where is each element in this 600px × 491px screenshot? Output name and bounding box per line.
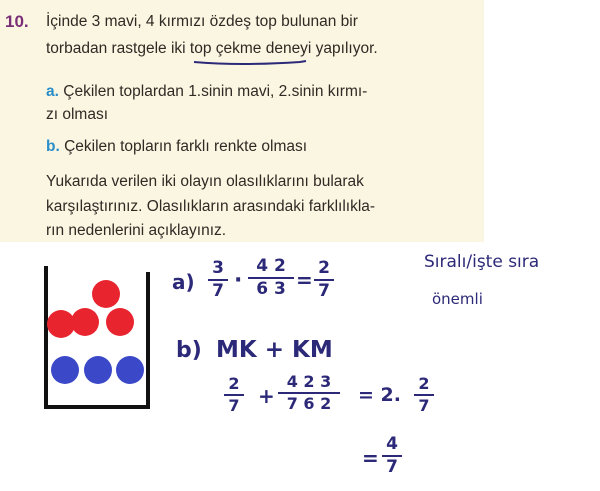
hand-b-expression: MK + KM bbox=[216, 337, 333, 363]
hand-a-equals: = bbox=[296, 268, 313, 292]
hand-b-fraction-2: 4 2 3 7 6 2 bbox=[278, 374, 340, 412]
hand-a-label: a) bbox=[172, 270, 195, 294]
hand-b-label: b) bbox=[176, 338, 202, 363]
hand-a-result: 2 7 bbox=[314, 260, 334, 300]
hand-b-final-result: 4 7 bbox=[382, 436, 402, 476]
question-number: 10. bbox=[5, 12, 29, 31]
red-ball bbox=[47, 310, 75, 338]
red-ball bbox=[92, 280, 120, 308]
hand-b-fraction-3: 2 7 bbox=[414, 376, 434, 414]
part-a-text: Çekilen toplardan 1.sinin mavi, 2.sinin kırmı- bbox=[63, 83, 368, 100]
hand-note-line-2: önemli bbox=[432, 290, 483, 308]
bag-drawing bbox=[38, 262, 158, 412]
closing-line-2: karşılaştırınız. Olasılıkların arasındaki farklılıkla- bbox=[46, 198, 376, 215]
closing-line-3: rın nedenlerini açıklayınız. bbox=[46, 222, 227, 239]
hand-a-dot: · bbox=[234, 268, 243, 293]
hand-a-fraction-2: 4 2 6 3 bbox=[248, 258, 294, 298]
red-ball bbox=[71, 308, 99, 336]
closing-line-1: Yukarıda verilen iki olayın olasılıklarını bularak bbox=[46, 173, 364, 190]
part-b-text: Çekilen topların farklı renkte olması bbox=[64, 138, 308, 155]
blue-ball bbox=[116, 356, 144, 384]
blue-ball bbox=[84, 356, 112, 384]
part-a-line-2: zı olması bbox=[46, 106, 109, 123]
hand-b-plus: + bbox=[258, 384, 275, 408]
blue-ball bbox=[51, 356, 79, 384]
part-a-letter: a. bbox=[46, 83, 59, 100]
hand-a-fraction-1: 3 7 bbox=[208, 260, 228, 300]
hand-b-final-equals: = bbox=[362, 446, 379, 470]
hand-note-line-1: Sıralı/işte sıra bbox=[424, 252, 540, 272]
question-line-2: torbadan rastgele iki top çekme deneyi yapılıyor. bbox=[46, 40, 378, 57]
underline-stroke bbox=[194, 61, 306, 64]
question-line-1: İçinde 3 mavi, 4 kırmızı özdeş top bulunan bir bbox=[46, 13, 358, 30]
red-ball bbox=[106, 308, 134, 336]
part-b-letter: b. bbox=[46, 138, 60, 155]
hand-b-equals-2: = 2. bbox=[358, 384, 401, 406]
hand-b-fraction-1: 2 7 bbox=[224, 376, 244, 414]
